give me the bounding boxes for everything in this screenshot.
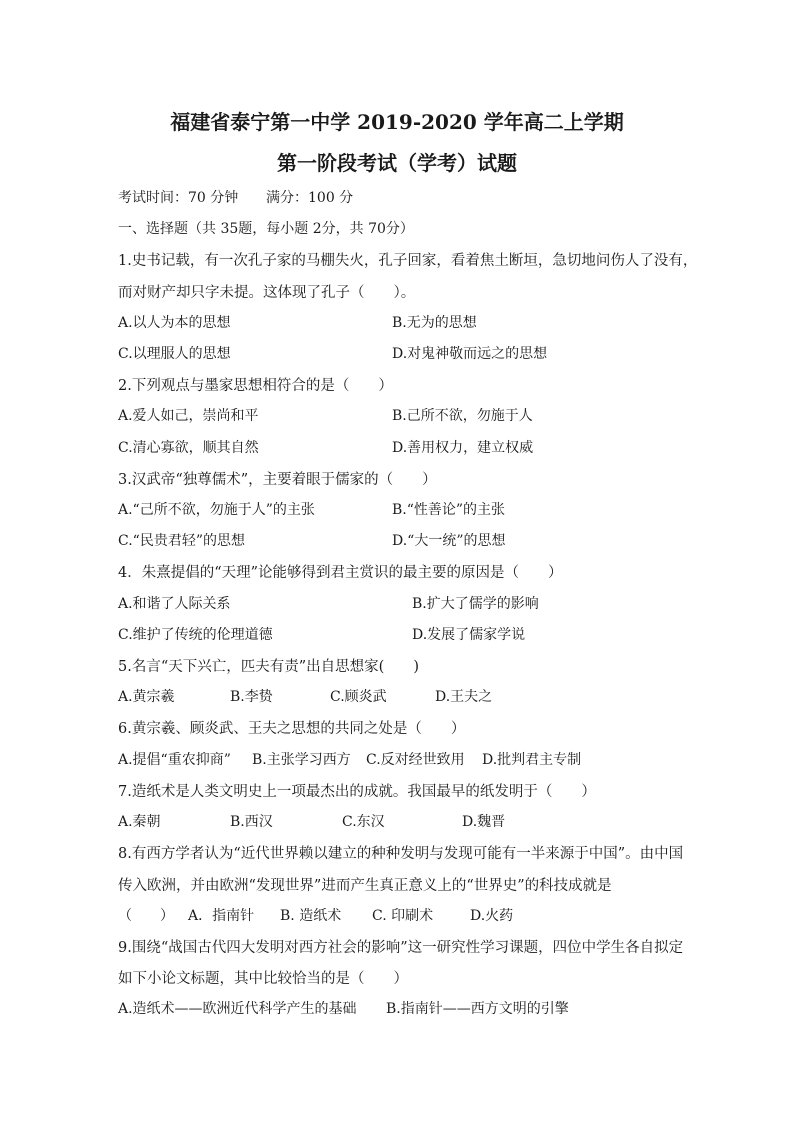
- question-2-option-a: A.爱人如己，崇尚和平: [118, 408, 259, 424]
- question-4-option-c: C.维护了传统的伦理道德: [118, 627, 273, 643]
- question-7-option-c: C.东汉: [342, 814, 385, 830]
- question-5-stem: 5.名言“天下兴亡，匹夫有责”出自思想家( ): [118, 659, 419, 675]
- question-6-stem: 6.黄宗羲、顾炎武、王夫之思想的共同之处是（ ）: [118, 721, 466, 737]
- section-header: 一、选择题（共 35题，每小题 2分，共 70分）: [118, 221, 414, 237]
- exam-title-line1: 福建省泰宁第一中学 2019-2020 学年高二上学期: [170, 110, 624, 134]
- question-4-option-b: B.扩大了儒学的影响: [412, 596, 539, 612]
- question-6-option-b: B.主张学习西方: [252, 752, 351, 768]
- exam-full-score: 满分：100 分: [266, 190, 354, 206]
- question-1-option-b: B.无为的思想: [392, 315, 477, 331]
- question-5-option-c: C.顾炎武: [330, 689, 387, 705]
- exam-time: 考试时间：70 分钟: [118, 190, 239, 206]
- question-8-option-b: B. 造纸术: [280, 908, 342, 924]
- question-3-stem: 3.汉武帝“独尊儒术”，主要着眼于儒家的（ ）: [118, 472, 437, 488]
- question-8-option-a: A．指南针: [188, 908, 255, 924]
- question-3-option-a: A.“己所不欲，勿施于人”的主张: [118, 502, 315, 518]
- question-1-line-2: 而对财产却只字未提。这体现了孔子（ ）。: [118, 285, 416, 301]
- question-8-line-2: 传入欧洲，并由欧洲“发现世界”进而产生真正意义上的“世界史”的科技成就是: [118, 878, 612, 894]
- question-9-option-b: B.指南针——西方文明的引擎: [386, 1001, 569, 1017]
- question-8-option-d: D.火药: [470, 908, 514, 924]
- question-1-option-d: D.对鬼神敬而远之的思想: [392, 346, 548, 362]
- question-2-option-d: D.善用权力，建立权威: [392, 440, 534, 456]
- question-9-line-1: 9.围绕“战国古代四大发明对西方社会的影响”这一研究性学习课题，四位中学生各自拟定: [118, 940, 684, 956]
- question-8-option-c: C. 印刷术: [372, 908, 434, 924]
- question-4-stem: 4．朱熹提倡的“天理”论能够得到君主赏识的最主要的原因是（ ）: [118, 565, 563, 581]
- question-8-line-1: 8.有西方学者认为“近代世界赖以建立的种种发明与发现可能有一半来源于中国”。由中国: [118, 846, 684, 862]
- question-5-option-a: A.黄宗羲: [118, 689, 175, 705]
- question-2-option-b: B.己所不欲，勿施于人: [392, 408, 533, 424]
- question-5-option-b: B.李贽: [230, 689, 273, 705]
- question-7-stem: 7.造纸术是人类文明史上一项最杰出的成就。我国最早的纸发明于（ ）: [118, 784, 596, 800]
- question-7-option-a: A.秦朝: [118, 814, 161, 830]
- question-5-option-d: D.王夫之: [435, 689, 493, 705]
- question-3-option-d: D.“大一统”的思想: [392, 533, 506, 549]
- question-1-option-a: A.以人为本的思想: [118, 315, 231, 331]
- question-4-option-d: D.发展了儒家学说: [412, 627, 526, 643]
- question-7-option-b: B.西汉: [230, 814, 273, 830]
- question-9-option-a: A.造纸术——欧洲近代科学产生的基础: [118, 1001, 357, 1017]
- question-8-answer-blank: （ ）: [118, 908, 174, 924]
- question-9-line-2: 如下小论文标题，其中比较恰当的是（ ）: [118, 971, 408, 987]
- question-7-option-d: D.魏晋: [462, 814, 506, 830]
- question-6-option-a: A.提倡“重农抑商”: [118, 752, 231, 768]
- question-2-stem: 2.下列观点与墨家思想相符合的是（ ）: [118, 378, 393, 394]
- question-1-option-c: C.以理服人的思想: [118, 346, 231, 362]
- question-6-option-d: D.批判君主专制: [482, 752, 582, 768]
- question-4-option-a: A.和谐了人际关系: [118, 596, 231, 612]
- exam-title-line2: 第一阶段考试（学考）试题: [277, 151, 517, 175]
- question-1-line-1: 1.史书记载，有一次孔子家的马棚失火，孔子回家，看着焦土断垣，急切地问伤人了没有，: [118, 253, 698, 269]
- question-3-option-b: B.“性善论”的主张: [392, 502, 506, 518]
- question-6-option-c: C.反对经世致用: [366, 752, 465, 768]
- question-2-option-c: C.清心寡欲，顺其自然: [118, 440, 259, 456]
- question-3-option-c: C.“民贵君轻”的思想: [118, 533, 245, 549]
